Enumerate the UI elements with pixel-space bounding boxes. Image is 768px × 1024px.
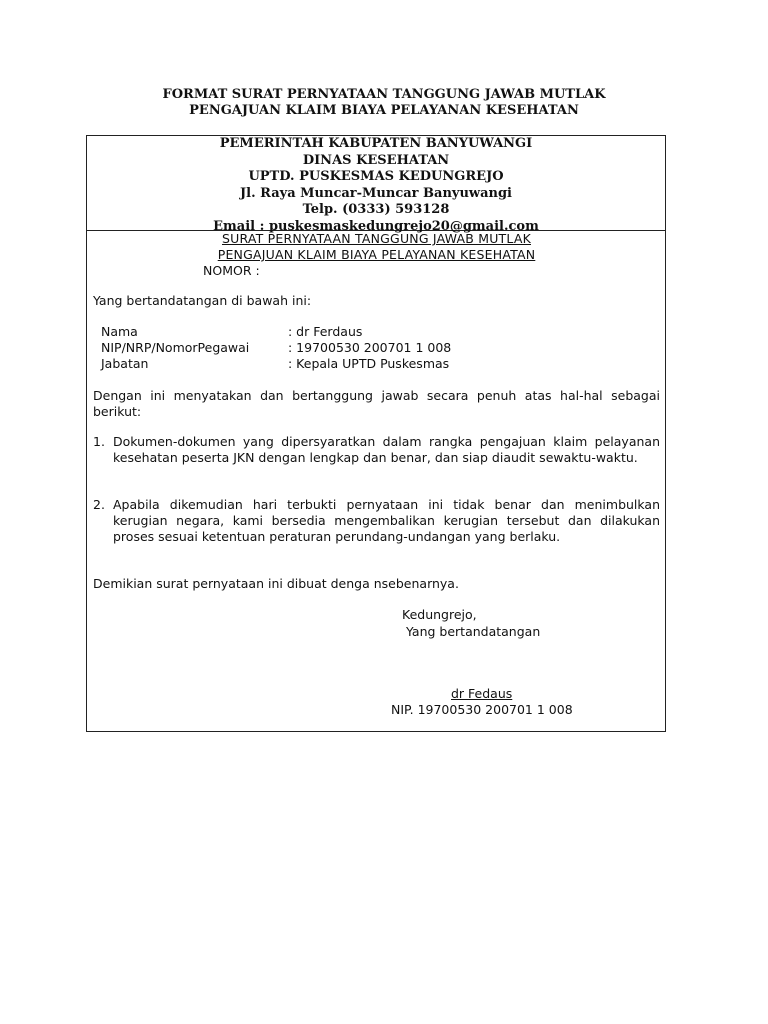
list-item-text: Apabila dikemudian hari terbukti pernyataan ini tidak benar dan menimbulkan kerugian negara, kami bersedia mengembalikan kerugian tersebut dan dilakukan proses sesuai ketentuan peraturan perundang-undangan yang berlaku.: [113, 497, 660, 544]
signature-label: Yang bertandatangan: [406, 624, 541, 639]
letter-body: [93, 231, 660, 726]
document-title: [0, 87, 768, 119]
field-label-name: Nama: [101, 324, 138, 339]
signer-nip: NIP. 19700530 200701 1 008: [391, 702, 573, 717]
letterhead-address: Jl. Raya Muncar-Muncar Banyuwangi: [239, 185, 513, 201]
letterhead-government: PEMERINTAH KABUPATEN BANYUWANGI: [219, 136, 533, 151]
letter-frame: [86, 135, 666, 732]
field-label-nip: NIP/NRP/NomorPegawai: [101, 340, 250, 355]
statement-text: Dengan ini menyatakan dan bertanggung jawab secara penuh atas hal-hal sebagai berikut:: [93, 388, 660, 419]
list-item-number: 2.: [93, 497, 105, 512]
field-value-position: : Kepala UPTD Puskesmas: [288, 356, 450, 371]
letterhead-agency: DINAS KESEHATAN: [302, 152, 450, 168]
list-item: [93, 434, 660, 466]
document-title-line-1: FORMAT SURAT PERNYATAAN TANGGUNG JAWAB MUTLAK: [162, 87, 606, 102]
list-item-number: 1.: [93, 434, 105, 449]
signer-name: dr Fedaus: [451, 686, 513, 701]
letter-subtitle-1: SURAT PERNYATAAN TANGGUNG JAWAB MUTLAK: [222, 231, 531, 246]
letterhead-unit: UPTD. PUSKESMAS KEDUNGREJO: [248, 169, 504, 184]
document-title-line-2: PENGAJUAN KLAIM BIAYA PELAYANAN KESEHATAN: [189, 103, 579, 118]
letterhead-email: Email : puskesmaskedungrejo20@gmail.com: [213, 218, 539, 234]
list-item-text: Dokumen-dokumen yang dipersyaratkan dalam rangka pengajuan klaim pelayanan kesehatan peserta JKN dengan lengkap dan benar, dan siap diaudit sewaktu-waktu.: [113, 434, 660, 465]
letterhead-phone: Telp. (0333) 593128: [302, 202, 450, 217]
letter-number: NOMOR :: [203, 263, 260, 278]
closing-text: Demikian surat pernyataan ini dibuat denga nsebenarnya.: [93, 576, 459, 591]
signature-place: Kedungrejo,: [402, 607, 477, 622]
field-label-position: Jabatan: [101, 356, 149, 371]
list-item: [93, 497, 660, 545]
letter-subtitle-2: PENGAJUAN KLAIM BIAYA PELAYANAN KESEHATAN: [217, 247, 536, 262]
intro-text: Yang bertandatangan di bawah ini:: [93, 293, 312, 308]
field-value-nip: : 19700530 200701 1 008: [288, 340, 452, 355]
letterhead: [87, 136, 665, 234]
field-value-name: : dr Ferdaus: [288, 324, 363, 339]
